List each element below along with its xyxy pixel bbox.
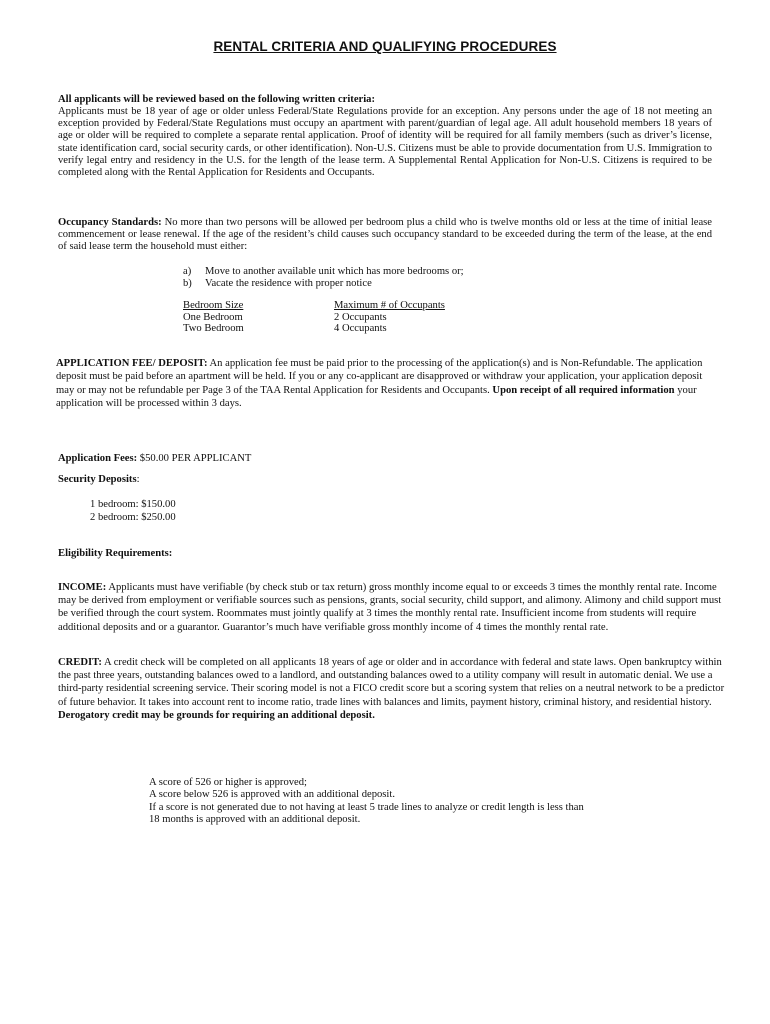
application-fees-label: Application Fees: [58, 453, 138, 464]
criteria-body: Applicants must be 18 year of age or older unless Federal/State Regulations provide for an exception. Any persons under the age of 18 not meeting an exception provided by Federal/State Regulations must occupy an apartment with parent/guardian of legal age. All adult household members 18 years of age or older will be required to complete a separate rental application. Proof of identity will be required for all family members (such as driver’s license, state identification card, social security cards, or other identification). Non-U.S. Citizens must be able to provide documentation from U.S. Immigration to verify legal entry and residency in the U.S. for the length of the lease term. A Supplemental Rental Application for Non-U.S. Citizens is required to be completed along with the Rental Application for Residents and Occupants. [58, 106, 712, 179]
score-line: 18 months is approved with an additional deposit. [149, 814, 361, 825]
criteria-heading-text: All applicants will be reviewed based on the following written criteria: [58, 94, 376, 105]
application-body: An application fee must be paid prior to the processing of the application(s) and is Non-Refundable. The application deposit must be paid before an apartment will be held. If you or any co-applicant are disapproved or withdraw your application, your application deposit may or may not be refundable per Page 3 of the TAA Rental Application for Residents and Occupants. [56, 358, 703, 396]
score-line: If a score is not generated due to not having at least 5 trade lines to analyze or credit length is less than [149, 802, 584, 813]
credit-body: A credit check will be completed on all applicants 18 years of age or older and in accordance with federal and state laws. Open bankruptcy within the past three years, outstanding balances owed to a landlord, and outstanding balances owed to a utility company will result in automatic denial. We use a third-party residential screening service. Their scoring model is not a FICO credit score but a scoring system that relies on a neutral network to be a predictor of future behavior. It takes into account rent to income ratio, trade lines with balances and limits, payment history, criminal history, and residential history. [58, 657, 725, 708]
credit-bold-tail: Derogatory credit may be grounds for requiring an additional deposit. [58, 709, 375, 721]
table-cell-max: 2 Occupants [334, 312, 387, 323]
occupancy-label: Occupancy Standards: [58, 217, 162, 228]
table-cell-max: 4 Occupants [334, 323, 387, 334]
table-header-max-occupants: Maximum # of Occupants [334, 300, 445, 311]
occupancy-paragraph [58, 217, 712, 254]
deposit-item: 2 bedroom: $250.00 [90, 512, 176, 523]
table-cell-size: One Bedroom [183, 312, 243, 323]
income-body: Applicants must have verifiable (by check stub or tax return) gross monthly income equal to or exceeds 3 times the monthly rental rate. Income may be derived from employment or verifiable sources such as pensions, grants, social security, child support, and alimony. Alimony and child support must be verified through the court system. Roommates must jointly qualify at 3 times the monthly rental rate. Insufficient income from students will require additional deposits and or a guarantor. Guarantor’s much have verifiable gross monthly income of 4 times the monthly rental rate. [58, 582, 722, 633]
application-fees-line [58, 453, 251, 465]
option-marker: a) [183, 266, 192, 277]
application-label: APPLICATION FEE/ DEPOSIT: [56, 358, 208, 369]
income-paragraph [58, 581, 726, 634]
security-deposits-label: Security Deposits [58, 474, 137, 485]
eligibility-heading [58, 548, 172, 560]
application-bold-tail: Upon receipt of all required information [492, 384, 675, 396]
security-deposits-line [58, 474, 140, 486]
credit-label: CREDIT: [58, 657, 102, 668]
credit-paragraph [58, 656, 726, 722]
score-line: A score of 526 or higher is approved; [149, 777, 307, 788]
application-paragraph [56, 357, 716, 410]
security-deposits-colon: : [136, 474, 140, 485]
income-label: INCOME: [58, 582, 107, 593]
application-fees-value: $50.00 PER APPLICANT [137, 453, 252, 464]
option-text: Vacate the residence with proper notice [205, 278, 372, 289]
table-cell-size: Two Bedroom [183, 323, 244, 334]
eligibility-heading-text: Eligibility Requirements: [58, 548, 173, 559]
score-line: A score below 526 is approved with an additional deposit. [149, 789, 395, 800]
page-title: RENTAL CRITERIA AND QUALIFYING PROCEDURES [213, 39, 557, 54]
option-marker: b) [183, 278, 192, 289]
deposit-item: 1 bedroom: $150.00 [90, 499, 176, 510]
option-text: Move to another available unit which has more bedrooms or; [205, 266, 464, 277]
criteria-heading [58, 94, 712, 106]
application-tail: your application will be processed within 3 days. [56, 384, 697, 409]
table-header-bedroom-size: Bedroom Size [183, 300, 244, 311]
occupancy-option-b [183, 278, 372, 290]
occupancy-body: No more than two persons will be allowed per bedroom plus a child who is twelve months old or less at the time of initial lease commencement or lease renewal. If the age of the resident’s child causes such occupancy standard to be exceeded during the term of the lease, at the end of said lease term the household must either: [58, 217, 713, 253]
occupancy-option-a [183, 266, 464, 278]
